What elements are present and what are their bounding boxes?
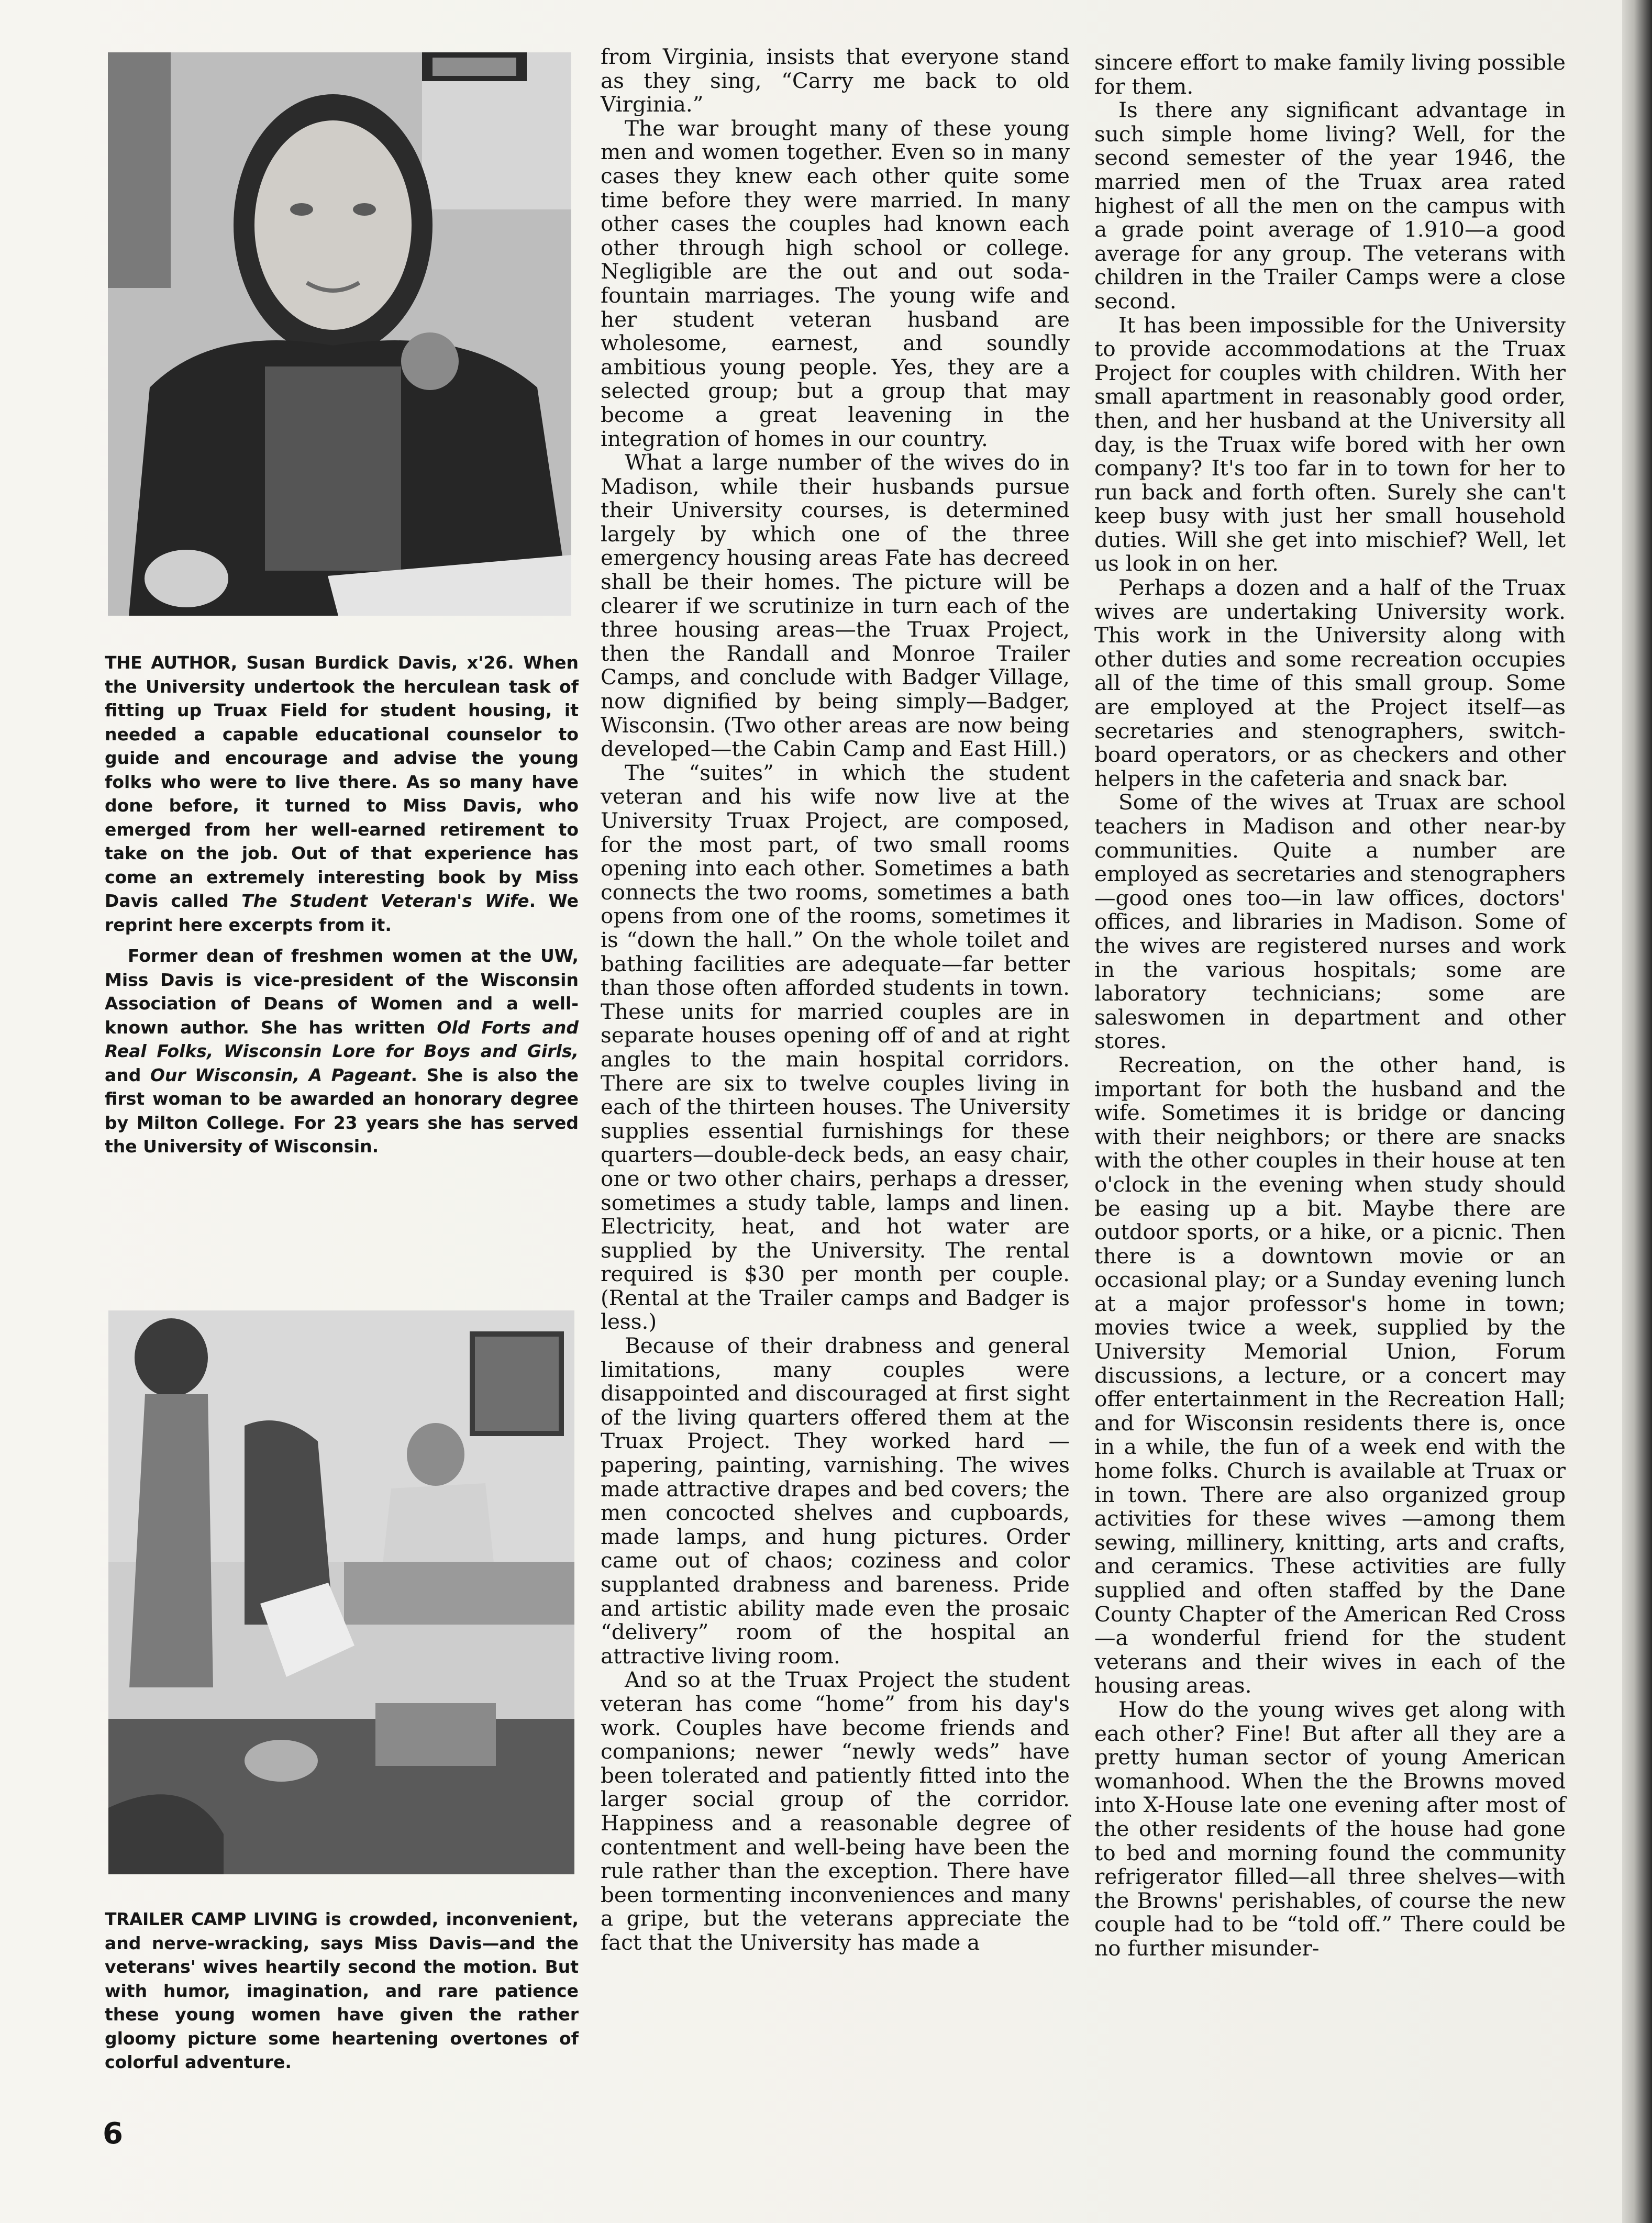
book-title: The Student Veteran's Wife [241, 891, 529, 911]
middle-paragraph-6: And so at the Truax Project the student veteran has come “home” from his day's work. Couples have become friends and companions; newer “newly weds” have been tolerated and patiently fitted into the larger social group of the corridor. Happiness and a reasonable degree of contentment and well-being have been the rule rather than the exception. There have been tormenting inconveniences and many a gripe, but the veterans appreciate the fact that the University has made a [601, 1667, 1070, 1955]
middle-paragraph-2: The war brought many of these young men and women together. Even so in many cases they knew each other quite some time before they were married. In many other cases the couples had known each other through high school or college. Negligible are the out and out soda-fountain marriages. The young wife and her student veteran husband are wholesome, earnest, and soundly ambitious young people. Yes, they are a selected group; but a group that may become a great leavening in the integration of homes in our country. [601, 115, 1070, 451]
middle-paragraph-4: The “suites” in which the student veteran and his wife now live at the University Truax Project, are composed, for the most part, of two small rooms opening into each other. Sometimes a bath connects the two rooms, sometimes a bath opens from one of the rooms, sometimes it is “down the hall.” On the whole toilet and bathing facilities are adequate—far better than those often afforded students in town. These units for married couples are in separate houses opening off of and at right angles to the main hospital corridors. There are six to twelve couples living in each of the thirteen houses. The University supplies essential furnishings for these quarters—double-deck beds, an easy chair, one or two other chairs, perhaps a dresser, sometimes a study table, lamps and linen. Electricity, heat, and hot water are supplied by the University. The rental required is $30 per month per couple. (Rental at the Trailer camps and Badger is less.) [601, 760, 1070, 1335]
right-paragraph-4: Perhaps a dozen and a half of the Truax wives are undertaking University work. This work in the University along with other duties and some recreation occupies all of the time of this small group. Some are employed at the Project itself—as secretaries and stenographers, switch-board operators, or as checkers and other helpers in the cafeteria and snack bar. [1094, 575, 1566, 791]
trailer-camp-illustration [108, 1310, 574, 1874]
middle-paragraph-1: from Virginia, insists that everyone stand as they sing, “Carry me back to old Virginia.” [601, 44, 1070, 117]
trailer-caption-paragraph [105, 1907, 579, 2074]
author-photo [108, 52, 571, 616]
author-book-titles: Old Forts and Real Folks, Wisconsin Lore for Boys and Girls, [105, 1017, 579, 1061]
trailer-caption-lead: TRAILER CAMP LIVING [105, 1909, 318, 1929]
trailer-camp-photo [108, 1310, 574, 1874]
author-caption-text-a: Susan Burdick Davis, x'26. When the University undertook the herculean task of fitting up Truax Field for student housing, it needed a capable educational counselor to guide and encourage and advise the young folks who were to live there. As so many have done before, it turned to Miss Davis, who emerged from her well-earned retirement to take on the job. Out of that experience has come an extremely interesting book by Miss Davis called [105, 652, 579, 911]
article-middle-column [601, 45, 1070, 1955]
right-paragraph-5: Some of the wives at Truax are school teachers in Madison and other near-by communities. Quite a number are employed as secretaries and stenographers—good ones too—in law offices, doctors' offices, and libraries in Madison. Some of the wives are registered nurses and work in the various hospitals; some are laboratory technicians; some are saleswomen in department and other stores. [1094, 790, 1566, 1054]
right-paragraph-1: sincere effort to make family living possible for them. [1094, 50, 1566, 99]
right-paragraph-3: It has been impossible for the University to provide accommodations at the Truax Project for couples with children. With her small apartment in reasonably good order, then, and her husband at the University all day, is the Truax wife bored with her own company? It's too far in to town for her to run back and forth often. Surely she can't keep busy with just her small household duties. Will she get into mischief? Well, let us look in on her. [1094, 312, 1566, 576]
author-portrait-illustration [108, 52, 571, 616]
right-paragraph-2: Is there any significant advantage in such simple home living? Well, for the second semester of the year 1946, the married men of the Truax area rated highest of all the men on the campus with a grade point average of 1.910—a good average for any group. The veterans with children in the Trailer Camps were a close second. [1094, 97, 1566, 314]
article-right-column [1094, 51, 1566, 1961]
author-caption-paragraph-1 [105, 651, 579, 937]
author-book-title-last: Our Wisconsin, A Pageant [150, 1064, 411, 1085]
middle-paragraph-5: Because of their drabness and general limitations, many couples were disappointed and discouraged at first sight of the living quarters offered them at the Truax Project. They worked hard —papering, painting, varnishing. The wives made attractive drapes and bed covers; the men concocted shelves and cupboards, made lamps, and hung pictures. Order came out of chaos; coziness and color supplanted drabness and bareness. Pride and artistic ability made even the prosaic “delivery” room of the hospital an attractive living room. [601, 1333, 1070, 1669]
author-caption-and: and [105, 1064, 150, 1085]
trailer-caption-text: is crowded, inconvenient, and nerve-wracking, says Miss Davis—and the veterans' wives heartily second the motion. But with humor, imagination, and rare patience these young women have given the rather gloomy picture some heartening overtones of colorful adventure. [105, 1909, 579, 2072]
page-number: 6 [103, 2117, 123, 2151]
page-edge-shadow [1622, 0, 1652, 2223]
right-paragraph-6: Recreation, on the other hand, is important for both the husband and the wife. Sometimes it is bridge or dancing with their neighbors; or there are snacks with the other couples in their house at ten o'clock in the evening when study should be easing up a bit. Maybe there are outdoor sports, or a hike, or a picnic. Then there is a downtown movie or an occasional play; or a Sunday evening lunch at a major professor's home in town; movies twice a week, supplied by the University Memorial Union, Forum discussions, a lecture, or a concert may offer entertainment in the Recreation Hall; and for Wisconsin residents there is, once in a while, the fun of a week end with the home folks. Church is available at Truax or in town. There are also organized group activities for these wives —among them sewing, millinery, knitting, arts and crafts, and ceramics. These activities are fully supplied and often staffed by the Dane County Chapter of the American Red Cross—a wonderful friend for the student veterans and their wives in each of the housing areas. [1094, 1052, 1566, 1698]
right-paragraph-7: How do the young wives get along with each other? Fine! But after all they are a pretty human sector of young American womanhood. When the the Browns moved into X-House late one evening after most of the other residents of the house had gone to bed and morning found the community refrigerator filled—all three shelves—with the Browns' perishables, of course the new couple had to be “told off.” There could be no further misunder- [1094, 1696, 1566, 1961]
middle-paragraph-3: What a large number of the wives do in Madison, while their husbands pursue their University courses, is determined largely by which one of the three emergency housing areas Fate has decreed shall be their homes. The picture will be clearer if we scrutinize in turn each of the three housing areas—the Truax Project, then the Randall and Monroe Trailer Camps, and conclude with Badger Village, now dignified by being simply—Badger, Wisconsin. (Two other areas are now being developed—the Cabin Camp and East Hill.) [601, 450, 1070, 762]
author-caption-paragraph-2 [105, 944, 579, 1159]
author-caption-text-d: . She is also the first woman to be awarded an honorary degree by Milton College. For 23 years she has served the University of Wisconsin. [105, 1064, 579, 1157]
trailer-caption [105, 1907, 579, 2082]
author-caption [105, 651, 579, 1166]
author-caption-text-c: Former dean of freshmen women at the UW, Miss Davis is vice-president of the Wisconsin Association of Deans of Women and a well-known author. She has written [105, 946, 579, 1038]
author-caption-lead: THE AUTHOR, [105, 652, 237, 673]
author-caption-text-b: . We reprint here excerpts from it. [105, 891, 579, 935]
